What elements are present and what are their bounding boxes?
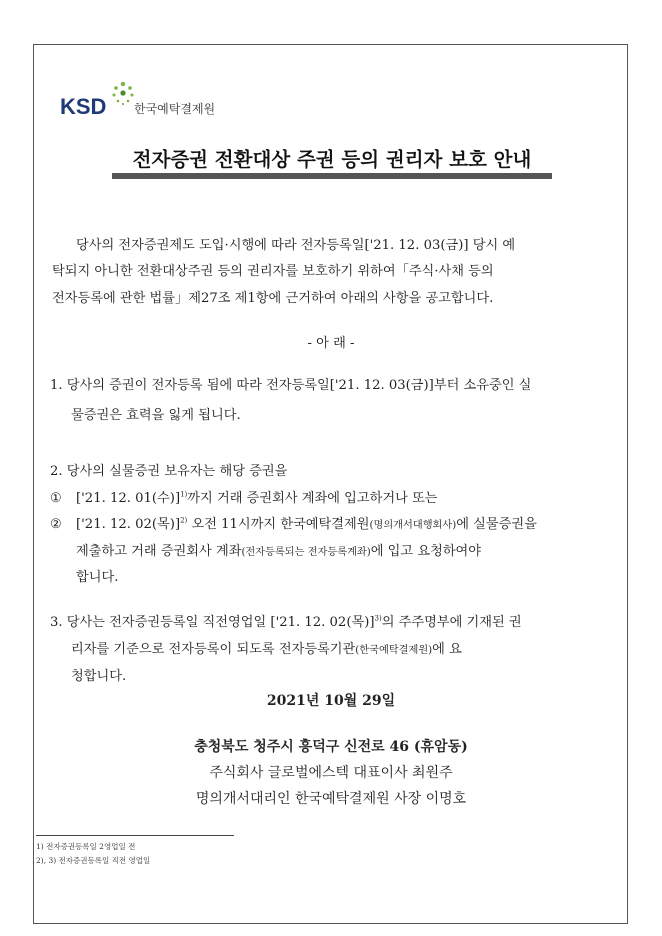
sub2-text-a: 오전 11시까지 한국예탁결제원	[187, 517, 370, 532]
item2-sub2-line-2	[76, 540, 481, 559]
company-address: 충청북도 청주시 흥덕구 신전로 46 (휴암동)	[194, 739, 468, 755]
ksd-star-icon	[110, 80, 136, 110]
sub2-date: ['21. 12. 02(목)]	[76, 517, 181, 532]
sub2-marker: ②	[50, 517, 62, 532]
item3-line-3: 청합니다.	[71, 669, 127, 684]
item3-line1-b: 의 주주명부에 기재된 권	[381, 615, 522, 630]
footnote-1: 1) 전자증권등록일 2영업일 전	[36, 842, 136, 851]
sub2-line2-b: 에 입고 요청하여야	[370, 544, 482, 559]
item2-sub2-line-1	[50, 513, 537, 532]
footnote-ref-2: 2)	[180, 516, 188, 525]
item3-line2-b: 에 요	[432, 642, 462, 657]
item3-line-1	[50, 611, 522, 630]
sub2-note-b: (전자등록되는 전자등록계좌)	[241, 547, 371, 558]
footnote-ref-1: 1)	[180, 490, 188, 499]
intro-line-3: 전자등록에 관한 법률」제27조 제1항에 근거하여 아래의 사항을 공고합니다.	[52, 291, 494, 306]
footnote-ref-3: 3)	[374, 614, 382, 623]
intro-line-2: 탁되지 아니한 전환대상주권 등의 권리자를 보호하기 위하여「주식·사채 등의	[52, 264, 494, 279]
sub2-text-b: 에 실물증권을	[456, 517, 537, 532]
item3-line-2	[71, 638, 462, 657]
item1-line-2: 물증권은 효력을 잃게 됩니다.	[71, 408, 241, 423]
title-underline	[112, 173, 552, 179]
footnote-2: 2), 3) 전자증권등록일 직전 영업일	[36, 856, 151, 865]
notice-date: 2021년 10월 29일	[266, 693, 396, 709]
sub2-line2-a: 제출하고 거래 증권회사 계좌	[76, 544, 242, 559]
sub1-marker: ①	[50, 491, 62, 506]
page-title: 전자증권 전환대상 주권 등의 권리자 보호 안내	[132, 148, 532, 171]
company-ceo: 주식회사 글로벌에스텍 대표이사 최원주	[209, 765, 453, 781]
footnote-divider	[36, 835, 234, 836]
item2-heading: 2. 당사의 실물증권 보유자는 해당 증권을	[50, 464, 288, 479]
org-name: 한국예탁결제원	[134, 102, 216, 116]
sub1-text: 까지 거래 증권회사 계좌에 입고하거나 또는	[187, 491, 438, 506]
transfer-agent: 명의개서대리인 한국예탁결제원 사장 이명호	[195, 791, 467, 807]
item3-line2-a: 리자를 기준으로 전자등록이 되도록 전자등록기관	[71, 642, 356, 657]
item2-sub1	[50, 487, 438, 506]
item3-note: (한국예탁결제원)	[355, 645, 433, 656]
intro-line-1: 당사의 전자증권제도 도입·시행에 따라 전자등록일['21. 12. 03(금)] 당시 예	[76, 238, 516, 253]
section-marker: - 아 래 -	[307, 336, 355, 351]
item3-line1-a: 3. 당사는 전자증권등록일 직전영업일 ['21. 12. 02(목)]	[50, 615, 375, 630]
sub2-note-a: (명의개서대행회사)	[369, 520, 457, 531]
item1-line-1: 1. 당사의 증권이 전자등록 됨에 따라 전자등록일['21. 12. 03(금)]부터 소유중인 실	[50, 378, 532, 393]
sub1-date: ['21. 12. 01(수)]	[76, 491, 181, 506]
logo-text: KSD	[60, 94, 107, 119]
item2-sub2-line-3: 합니다.	[76, 570, 119, 585]
